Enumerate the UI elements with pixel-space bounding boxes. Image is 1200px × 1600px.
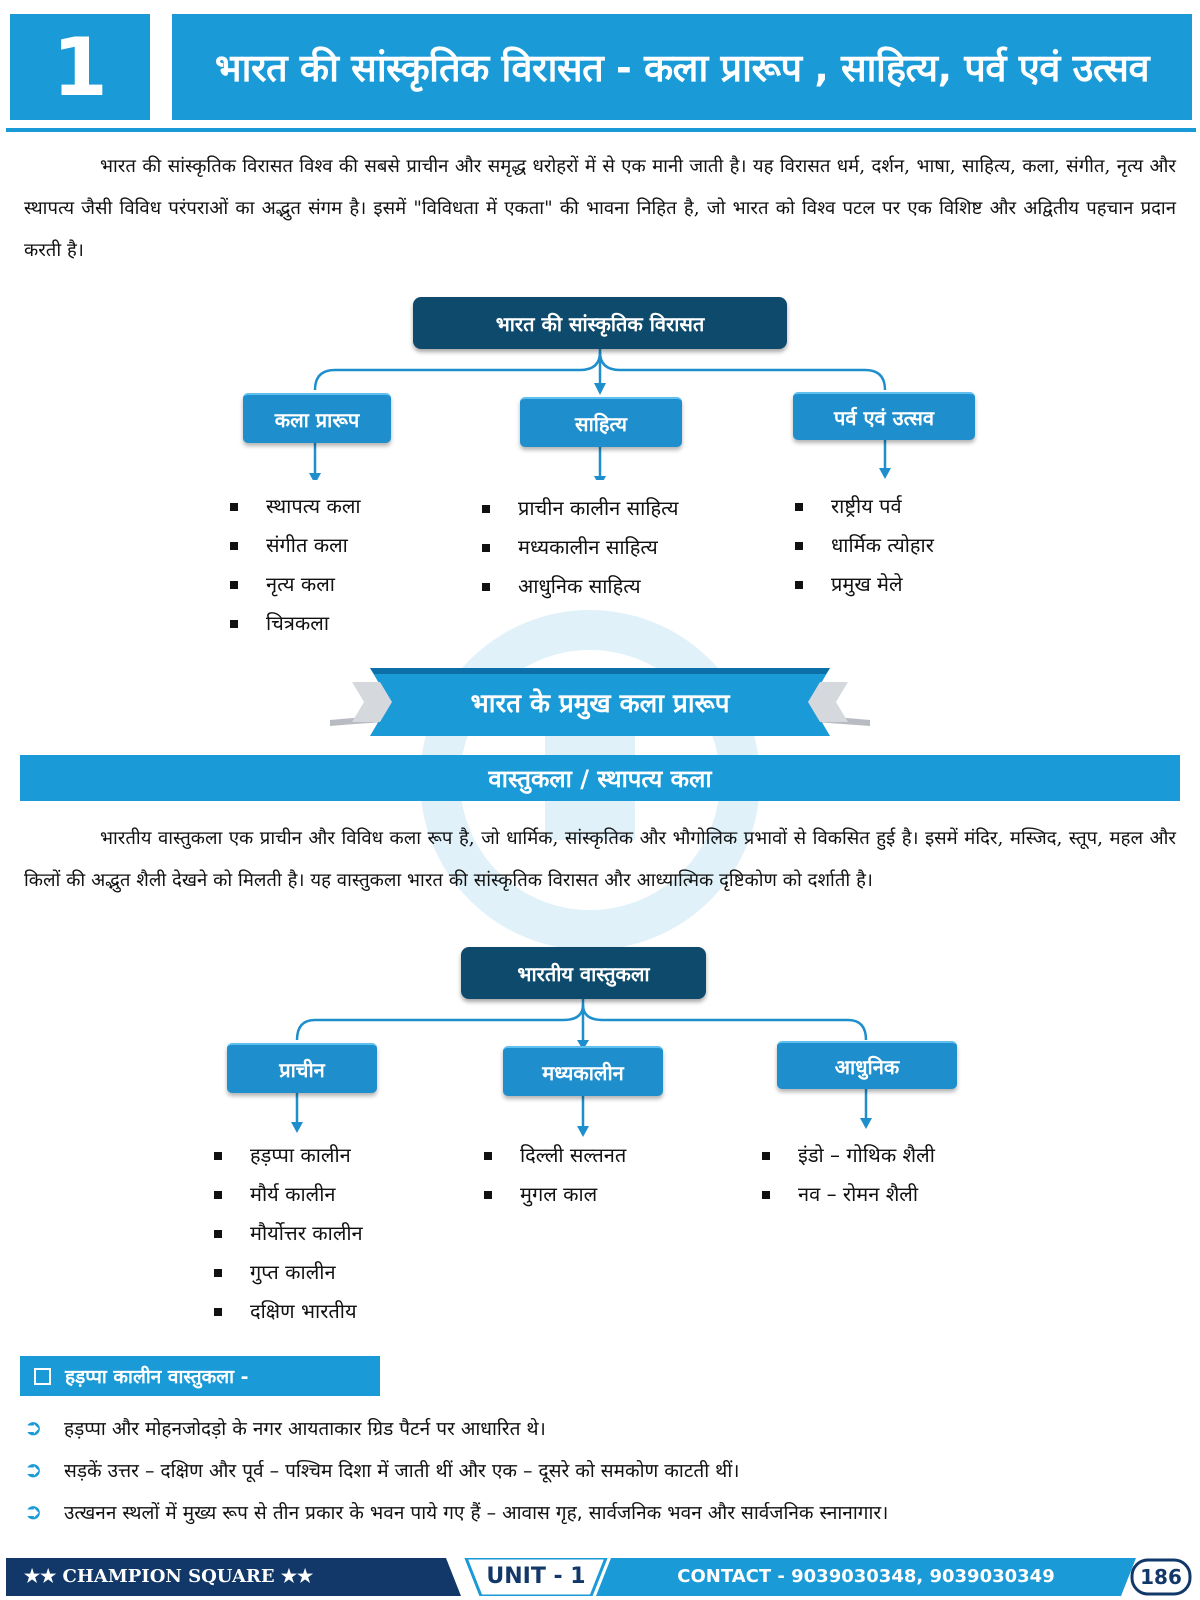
page-footer <box>6 1558 1194 1596</box>
chapter-number: 1 <box>10 14 150 120</box>
list-item: दक्षिण भारतीय <box>214 1292 363 1331</box>
heritage-root-box: भारत की सांस्कृतिक विरासत <box>413 297 787 349</box>
list-item: इंडो – गोथिक शैली <box>762 1136 935 1175</box>
heritage-branch-literature: साहित्य <box>520 397 682 447</box>
architecture-root-box: भारतीय वास्तुकला <box>461 947 706 999</box>
point-text: हड़प्पा और मोहनजोदड़ो के नगर आयताकार ग्रिड पैटर्न पर आधारित थे। <box>64 1418 546 1440</box>
list-item: चित्रकला <box>230 604 361 643</box>
point-text: सड़कें उत्तर – दक्षिण और पूर्व – पश्चिम दिशा में जाती थीं और एक – दूसरे को समकोण काटती थीं। <box>64 1460 740 1482</box>
harappa-heading-text: हड़प्पा कालीन वास्तुकला - <box>65 1366 249 1388</box>
ancient-list <box>214 1136 363 1331</box>
heritage-branch-art-forms: कला प्रारूप <box>243 393 391 443</box>
list-item: प्राचीन कालीन साहित्य <box>482 489 679 528</box>
intro-paragraph: भारत की सांस्कृतिक विरासत विश्व की सबसे प्राचीन और समृद्ध धरोहरों में से एक मानी जाती है। यह विरासत धर्म, दर्शन, भाषा, साहित्य, कला, संगीत, नृत्य और स्थापत्य जैसी विविध परंपराओं का अद्भुत संगम है। इसमें "विविधता में एकता" की भावना निहित है, जो भारत को विश्व पटल पर एक विशिष्ट और अद्वितीय पहचान प्रदान करती है। <box>24 156 1176 261</box>
checkbox-icon <box>34 1368 51 1385</box>
list-item <box>24 1492 1174 1534</box>
list-item: धार्मिक त्योहार <box>795 526 934 565</box>
page-number: 186 <box>1140 1565 1182 1589</box>
harappa-points <box>24 1408 1174 1534</box>
list-item: आधुनिक साहित्य <box>482 567 679 606</box>
list-item: दिल्ली सल्तनत <box>484 1136 626 1175</box>
architecture-paragraph: भारतीय वास्तुकला एक प्राचीन और विविध कला रूप है, जो धार्मिक, सांस्कृतिक और भौगोलिक प्रभावों से विकसित हुई है। इसमें मंदिर, मस्जिद, स्तूप, महल और किलों की अद्भुत शैली देखने को मिलती है। यह वास्तुकला भारत की सांस्कृतिक विरासत और आध्यात्मिक दृष्टिकोण को दर्शाती है। <box>24 828 1176 891</box>
list-item <box>24 1450 1174 1492</box>
art-forms-banner <box>330 660 870 740</box>
list-item: राष्ट्रीय पर्व <box>795 487 934 526</box>
list-item: मौर्य कालीन <box>214 1175 363 1214</box>
chapter-title: भारत की सांस्कृतिक विरासत - कला प्रारूप , साहित्य, पर्व एवं उत्सव <box>172 14 1192 120</box>
list-item: नव – रोमन शैली <box>762 1175 935 1214</box>
art-forms-list <box>230 487 361 643</box>
list-item: नृत्य कला <box>230 565 361 604</box>
list-item: स्थापत्य कला <box>230 487 361 526</box>
list-item <box>24 1408 1174 1450</box>
medieval-list <box>484 1136 626 1214</box>
footer-brand: ★★ CHAMPION SQUARE ★★ <box>24 1566 314 1587</box>
list-item: मध्यकालीन साहित्य <box>482 528 679 567</box>
architecture-branch-modern: आधुनिक <box>777 1041 957 1089</box>
heritage-branch-festivals: पर्व एवं उत्सव <box>793 392 975 440</box>
circle-arrow-icon: ➲ <box>24 1500 43 1525</box>
list-item: मौर्योत्तर कालीन <box>214 1214 363 1253</box>
festivals-list <box>795 487 934 604</box>
circle-arrow-icon: ➲ <box>24 1458 43 1483</box>
section-title-bar: वास्तुकला / स्थापत्य कला <box>20 755 1180 801</box>
list-item: प्रमुख मेले <box>795 565 934 604</box>
footer-contact: CONTACT - 9039030348, 9039030349 <box>677 1566 1055 1587</box>
list-item: संगीत कला <box>230 526 361 565</box>
architecture-branch-ancient: प्राचीन <box>227 1043 377 1093</box>
list-item: मुगल काल <box>484 1175 626 1214</box>
list-item: गुप्त कालीन <box>214 1253 363 1292</box>
banner-title: भारत के प्रमुख कला प्रारूप <box>470 689 730 719</box>
harappa-heading <box>20 1356 380 1396</box>
header-divider <box>6 128 1196 132</box>
architecture-branch-medieval: मध्यकालीन <box>503 1046 663 1096</box>
modern-list <box>762 1136 935 1214</box>
literature-list <box>482 489 679 606</box>
point-text: उत्खनन स्थलों में मुख्य रूप से तीन प्रकार के भवन पाये गए हैं – आवास गृह, सार्वजनिक भवन और सार्वजनिक स्नानागार। <box>64 1502 889 1524</box>
list-item: हड़प्पा कालीन <box>214 1136 363 1175</box>
footer-unit: UNIT - 1 <box>486 1564 586 1589</box>
circle-arrow-icon: ➲ <box>24 1416 43 1441</box>
